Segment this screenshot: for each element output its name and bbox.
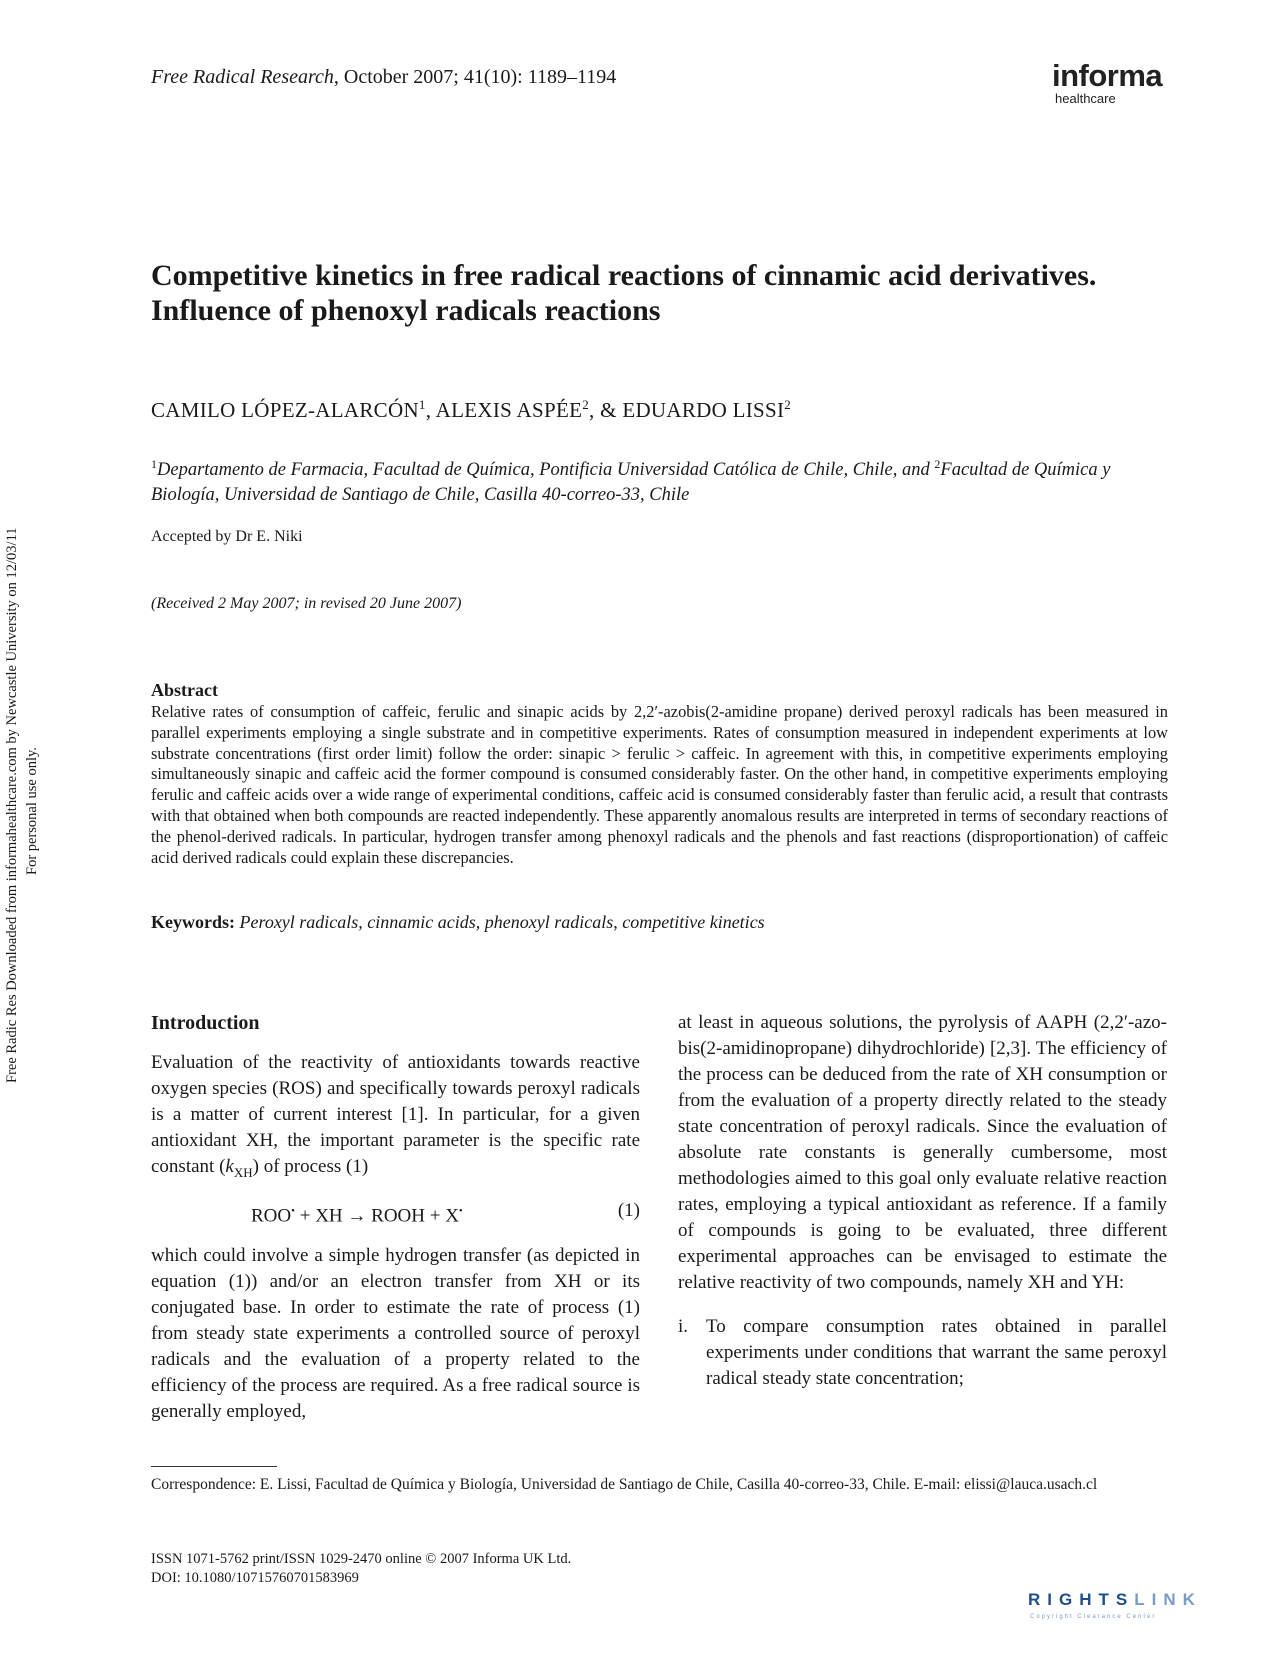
logo-main: informa <box>1052 58 1163 93</box>
affiliation-2: Facultad de Química y Biología, Universidad de Santiago de Chile, Casilla 40-correo-33, Chile <box>151 460 1111 506</box>
right-column <box>678 1010 1167 1392</box>
intro-paragraph-2: which could involve a simple hydrogen transfer (as depicted in equation (1)) and/or an electron transfer from XH or its conjugated base. In order to estimate the rate of process (1) from steady state experiments a controlled source of peroxyl radicals and the evaluation of a property related to the efficiency of the process are required. As a free radical source is generally employed, <box>151 1245 640 1423</box>
keywords <box>151 912 765 933</box>
article-title: Competitive kinetics in free radical reactions of cinnamic acid derivatives. Influence of phenoxyl radicals reactions <box>151 259 1097 327</box>
author-affil-mark: 1 <box>418 397 426 412</box>
author-separator: , & <box>589 398 623 422</box>
author-affil-mark: 2 <box>582 397 590 412</box>
rate-constant-symbol: k <box>225 1156 234 1177</box>
radical-dot: • <box>291 1204 295 1217</box>
correspondence-footnote: Correspondence: E. Lissi, Facultad de Química y Biología, Universidad de Santiago de Chile, Casilla 40-correo-33, Chile. E-mail: elissi@lauca.usach.cl <box>151 1476 1098 1493</box>
introduction-heading: Introduction <box>151 1012 260 1034</box>
journal-citation <box>151 66 616 89</box>
issn-line: ISSN 1071-5762 print/ISSN 1029-2470 online © 2007 Informa UK Ltd. <box>151 1551 572 1567</box>
journal-name: Free Radical Research <box>151 66 334 88</box>
accepted-by: Accepted by Dr E. Niki <box>151 528 303 545</box>
intro-text: ) of process (1) <box>252 1156 369 1177</box>
sidebar-personal-use: For personal use only. <box>24 747 40 875</box>
download-sidebar <box>0 505 50 1165</box>
author-list <box>151 397 791 423</box>
author-affil-mark: 2 <box>784 397 792 412</box>
rate-constant-subscript: XH <box>233 1164 253 1180</box>
abstract-text: Relative rates of consumption of caffeic, ferulic and sinapic acids by 2,2′-azobis(2-amidine propane) derived peroxyl radicals has been measured in parallel experiments employing a single substrate and in competitive experiments. Rates of consumption measured in independent experiments at low substrate concentrations (first order limit) follow the order: sinapic > ferulic > caffeic. In agreement with this, in competitive experiments employing simultaneously sinapic and caffeic acid the former compound is consumed considerably faster. On the other hand, in competitive experiments employing ferulic and caffeic acids over a wide range of experimental conditions, caffeic acid is consumed considerably faster than ferulic acid, a result that contrasts with that obtained when both compounds are reacted independently. These apparently anomalous results are interpreted in terms of secondary reactions of the phenol-derived radicals. In particular, hydrogen transfer among phenoxyl radicals and the phenols and fast reactions (disproportionation) of caffeic acid derived radicals could explain these discrepancies. <box>151 702 1168 867</box>
author-name: ALEXIS ASPÉE <box>435 398 583 422</box>
list-text: To compare consumption rates obtained in parallel experiments under conditions that warrant the same peroxyl radical steady state concentration; <box>706 1316 1167 1389</box>
affil-mark: 1 <box>151 457 157 471</box>
affiliation-1: Departamento de Farmacia, Facultad de Química, Pontificia Universidad Católica de Chile, Chile, and <box>157 460 935 481</box>
intro-text: Evaluation of the reactivity of antioxidants towards reactive oxygen species (ROS) and specifically towards peroxyl radicals is a matter of current interest [1]. In particular, for a given antioxidant XH, the important parameter is the specific rate constant ( <box>151 1052 640 1177</box>
author-name: CAMILO LÓPEZ-ALARCÓN <box>151 398 419 422</box>
equation-reactant: ROO <box>251 1205 292 1227</box>
sidebar-download-line: Free Radic Res Downloaded from informahealthcare.com by Newcastle University on 12/03/11 <box>4 527 20 1083</box>
equation-1 <box>151 1198 640 1229</box>
rightslink-logo[interactable] <box>1028 1590 1238 1640</box>
issn-block <box>151 1550 571 1588</box>
equation-products: + XH → ROOH + X <box>294 1205 459 1227</box>
left-column <box>151 1010 640 1425</box>
doi-line: DOI: 10.1080/10715760701583969 <box>151 1570 359 1586</box>
journal-issue: , October 2007; 41(10): 1189–1194 <box>333 66 617 88</box>
equation-body <box>151 1198 463 1229</box>
intro-paragraph-1 <box>151 1050 640 1186</box>
author-name: EDUARDO LISSI <box>622 398 785 422</box>
affiliations <box>151 452 1141 508</box>
affil-mark: 2 <box>934 457 941 471</box>
intro-paragraph-3: at least in aqueous solutions, the pyrolysis of AAPH (2,2′-azo-bis(2-amidinopropane) dihydrochloride) [2,3]. The efficiency of the process can be deduced from the rate of XH consumption or from the evaluation of a property directly related to the steady state concentration of peroxyl radicals. Since the evaluation of absolute rate constants is generally cumbersome, most methodologies aimed to this goal only evaluate relative reaction rates, employing a typical antioxidant as reference. If a family of compounds is going to be evaluated, three different experimental approaches can be envisaged to estimate the relative reactivity of two compounds, namely XH and YH: <box>678 1012 1167 1293</box>
list-number: i. <box>678 1316 689 1337</box>
informa-logo <box>1052 60 1182 106</box>
rightslink-main: RIGHTS <box>1028 1590 1135 1609</box>
logo-sub: healthcare <box>1055 91 1116 106</box>
keywords-list: Peroxyl radicals, cinnamic acids, phenoxyl radicals, competitive kinetics <box>239 912 765 932</box>
equation-number: (1) <box>617 1199 640 1221</box>
author-separator: , <box>425 398 436 422</box>
rightslink-subtitle: Copyright Clearance Center <box>1030 1614 1157 1620</box>
received-dates: (Received 2 May 2007; in revised 20 June 2007) <box>151 595 462 612</box>
list-item <box>678 1314 1167 1392</box>
rightslink-wordmark <box>1028 1590 1202 1610</box>
radical-dot: • <box>458 1204 463 1217</box>
footnote-divider <box>151 1466 277 1467</box>
abstract-heading: Abstract <box>151 680 218 700</box>
rightslink-light: LINK <box>1134 1590 1202 1609</box>
keywords-label: Keywords: <box>151 912 235 932</box>
